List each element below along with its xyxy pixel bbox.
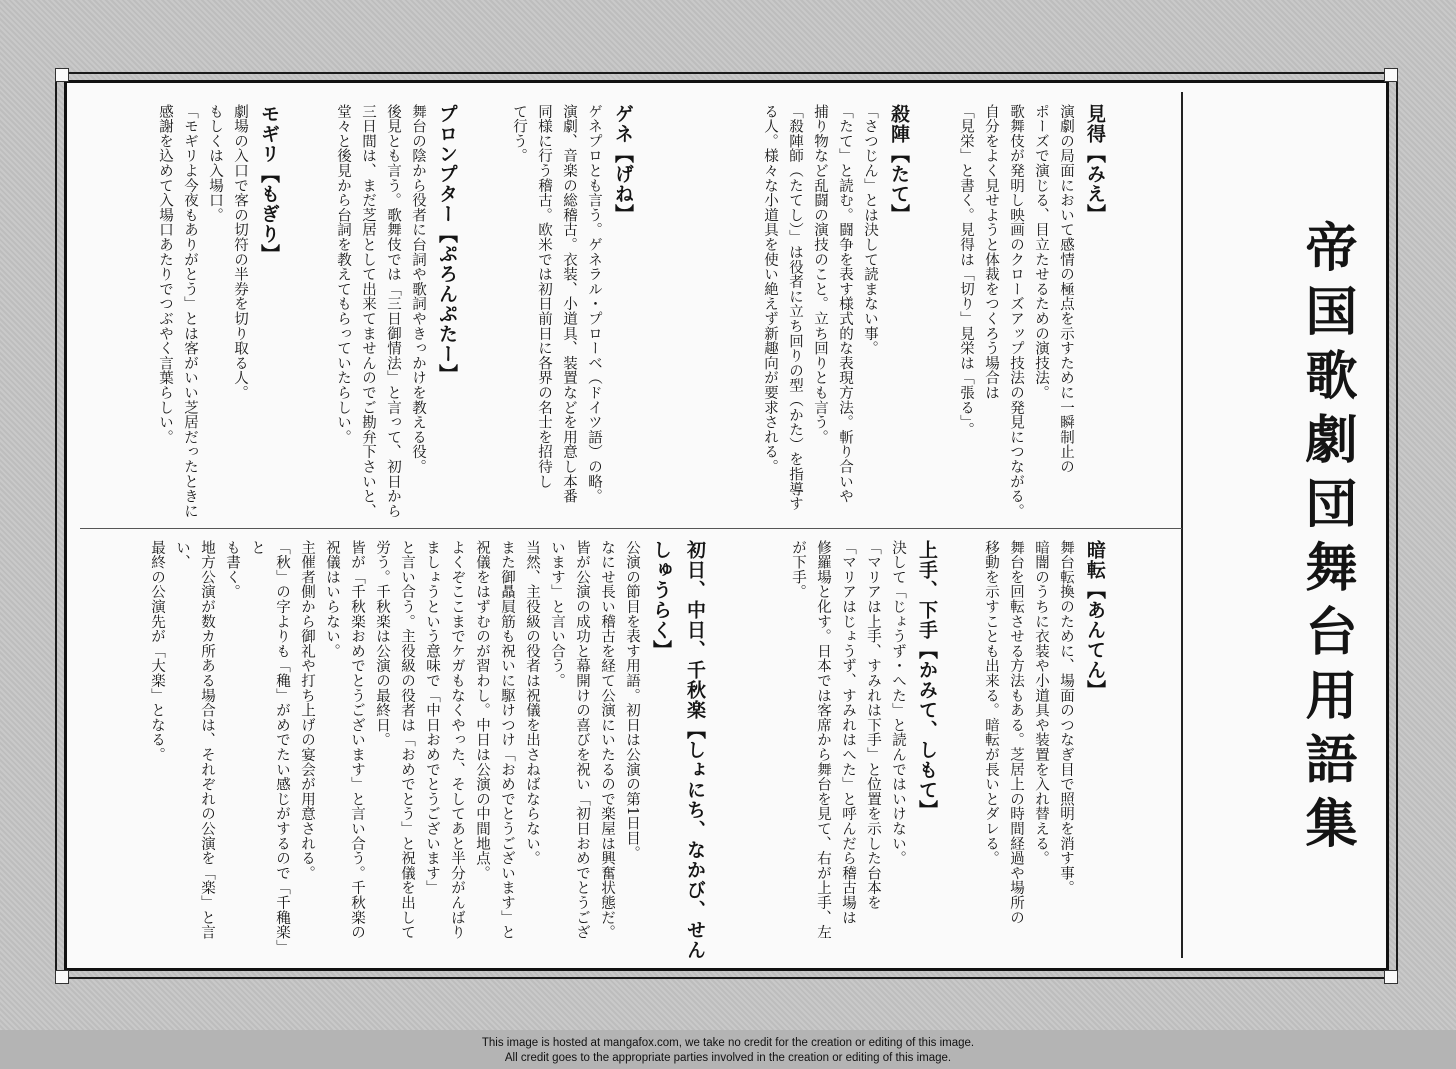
entry-line: 演劇、音楽の総稽古。衣装、小道具、装置などを用意し本番	[561, 104, 577, 504]
entry-line: 主催者側から御礼や打ち上げの宴会が用意される。	[299, 540, 315, 881]
frame-corner	[55, 970, 69, 984]
title-divider	[1181, 92, 1183, 958]
entry-line: 歌舞伎が発明し映画のクローズアップ技法の発見につながる。	[1008, 104, 1024, 519]
entry-line: 公演の節目を表す用語。初日は公演の第1日目。	[624, 540, 640, 861]
entry-line: る人。様々な小道具を使い絶えず新趣向が要求される。	[762, 104, 778, 474]
entry-heading: 上手、下手【かみて、しもて】	[916, 540, 938, 820]
entry-line: ましょうという意味で「中日おめでとうございます」	[424, 540, 440, 896]
entry-prompter	[330, 104, 464, 524]
entry-line: 決して「じょうず・へた」と読んではいけない。	[890, 540, 906, 866]
entry-gene	[506, 104, 640, 524]
entry-line: 「さつじん」とは決して読まない事。	[862, 104, 878, 356]
entry-line: もしくは入場口。	[207, 104, 223, 223]
entry-line: 修羅場と化す。日本では客席から舞台を見て、右が上手、左	[815, 540, 831, 940]
entry-line: 労う。千秋楽は公演の最終日。	[374, 540, 390, 748]
entry-line: 祝儀をはずむのが習わし。中日は公演の中間地点。	[474, 540, 490, 881]
entry-line: 当然、主役級の役者は祝儀を出さねばならない。	[524, 540, 540, 866]
entry-mie	[953, 104, 1112, 524]
entry-heading: 初日、中日、千秋楽【しょにち、なかび、せんしゅうらく】	[650, 540, 706, 960]
entry-line: 「殺陣師（たてし）」は役者に立ち回りの型（かた）を指導す	[787, 104, 803, 512]
entry-line: 地方公演が数カ所ある場合は、それぞれの公演を「楽」と言い、	[174, 540, 215, 940]
entry-line: と言い合う。主役級の役者は「おめでとう」と祝儀を出して	[399, 540, 415, 940]
entry-line: 舞台の陰から役者に台詞や歌詞やきっかけを教える役。	[410, 104, 426, 474]
entry-line: 「見栄」と書く。見得は「切り」見栄は「張る」。	[958, 104, 974, 438]
entry-kamite-shimote	[785, 540, 944, 960]
entry-line: も書く。	[224, 540, 240, 600]
frame-corner	[1384, 68, 1398, 82]
entry-heading: 殺陣【たて】	[888, 104, 910, 224]
entry-line: 舞台転換のために、場面のつなぎ目で照明を消す事。	[1058, 540, 1074, 896]
entry-line: 「たて」と読む。闘争を表す様式的な表現方法。斬り合いや	[837, 104, 853, 504]
entry-line: 「マリアはじょうず、すみれはへた」と呼んだら稽古場は	[840, 540, 856, 925]
entry-line: 捕り物など乱闘の演技のこと。立ち回りとも言う。	[812, 104, 828, 445]
entry-shonichi	[144, 540, 712, 960]
entry-line: 三日間は、まだ芝居として出来てませんのでご勘弁下さいと、	[360, 104, 376, 519]
entry-heading: 見得【みえ】	[1084, 104, 1106, 224]
entry-line: 後見とも言う。歌舞伎では「三日御情法」と言って、初日から	[385, 104, 401, 519]
entry-line: 演劇の局面において感情の極点を示すために一瞬制止の	[1058, 104, 1074, 474]
frame-corner	[55, 68, 69, 82]
credit-line: This image is hosted at mangafox.com, we take no credit for the creation or editing of this image.	[481, 1037, 975, 1049]
entry-line: 劇場の入口で客の切符の半券を切り取る人。	[232, 104, 248, 400]
entry-line: います」と言い合う。	[549, 540, 565, 688]
entry-tate	[757, 104, 916, 524]
entry-line: ゲネプロとも言う。ゲネラル・プローベ（ドイツ語）の略。	[586, 104, 602, 504]
entry-line: ポーズで演じる、目立たせるための演技法。	[1033, 104, 1049, 400]
entry-line: よくぞここまでケガもなくやった、そしてあと半分がんばり	[449, 540, 465, 940]
section-divider	[80, 528, 1182, 529]
entry-line: 堂々と後見から台詞を教えてもらっていたらしい。	[335, 104, 351, 445]
page-title: 帝国歌劇団舞台用語集	[1296, 220, 1357, 860]
entry-line: 舞台を回転させる方法もある。芝居上の時間経過や場所の	[1008, 540, 1024, 925]
entry-line: 感謝を込めて入場口あたりでつぶやく言葉らしい。	[157, 104, 173, 445]
entry-line: 最終の公演先が「大楽」となる。	[149, 540, 165, 762]
entry-line: 祝儀はいらない。	[324, 540, 340, 659]
entry-heading: ゲネ【げね】	[612, 104, 634, 224]
entry-heading: モギリ【もぎり】	[258, 104, 280, 264]
entry-line: 暗闇のうちに衣装や小道具や装置を入れ替える。	[1033, 540, 1049, 866]
entry-heading: プロンプター【ぷろんぷたー】	[436, 104, 458, 384]
entry-mogiri	[152, 104, 286, 524]
entry-line: 「マリアは上手、すみれは下手」と位置を示した台本を	[865, 540, 881, 910]
credit-line: All credit goes to the appropriate parties involved in the creation or editing of this image.	[504, 1052, 952, 1064]
entry-line: 移動を示すことも出来る。暗転が長いとダレる。	[983, 540, 999, 866]
entry-line: が下手。	[790, 540, 806, 600]
entry-line: 「モギリよ今夜もありがとう」とは客がいい芝居だったときに	[182, 104, 198, 519]
entry-line: て行う。	[511, 104, 527, 164]
entry-line: なにせ長い稽古を経て公演にいたるので楽屋は興奮状態だ。	[599, 540, 615, 940]
frame-corner	[1384, 970, 1398, 984]
entry-heading: 暗転【あんてん】	[1084, 540, 1106, 700]
entry-line: 「秋」の字よりも「穐」がめでたい感じがするので「千穐楽」と	[249, 540, 290, 955]
entry-line: 皆が「千秋楽おめでとうございます」と言い合う。千秋楽の	[349, 540, 365, 940]
entry-line: 自分をよく見せようと体裁をつくろう場合は	[983, 104, 999, 400]
entry-line: また御贔屓筋も祝いに駆けつけ「おめでとうございます」と	[499, 540, 515, 940]
entry-line: 同様に行う稽古。欧米では初日前日に各界の名士を招待し	[536, 104, 552, 489]
entry-anten	[978, 540, 1112, 960]
entry-line: 皆が公演の成功と幕開けの喜びを祝い「初日おめでとうござ	[574, 540, 590, 940]
